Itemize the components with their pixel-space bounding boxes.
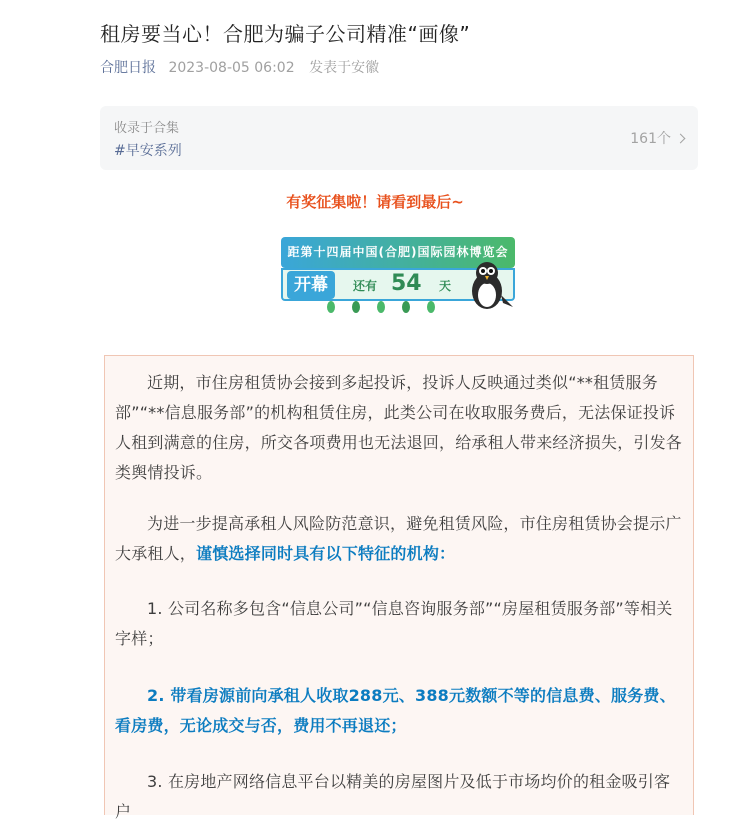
- article-meta: [100, 58, 379, 78]
- article-body: [104, 355, 694, 821]
- leaf-decoration-icon: [321, 299, 441, 315]
- paragraph-intro: 近期，市住房租赁协会接到多起投诉，投诉人反映通过类似“**租赁服务部”“**信息服务部”的机构租赁住房，此类公司在收取服务费后，无法保证投诉人租到满意的住房，所交各项费用也无法退回，给承租人带来经济损失，引发各类舆情投诉。: [115, 373, 683, 482]
- collection-card[interactable]: [100, 106, 698, 170]
- article-title: 租房要当心！合肥为骗子公司精准“画像”: [100, 22, 471, 46]
- author-link[interactable]: 合肥日报: [100, 60, 156, 76]
- chevron-right-icon: [676, 134, 686, 144]
- banner-headline: 距第十四届中国(合肥)国际园林博览会: [281, 237, 515, 268]
- collection-count[interactable]: [630, 128, 684, 148]
- paragraph-feature-1: 1. 公司名称多包含“信息公司”“信息咨询服务部”“房屋租赁服务部”等相关字样；: [115, 599, 673, 648]
- magpie-mascot-icon: [461, 255, 513, 315]
- banner-open-label: 开幕: [287, 271, 335, 299]
- collection-label: 收录于合集: [114, 121, 180, 136]
- collection-tag[interactable]: #早安系列: [114, 143, 182, 159]
- publish-location: 发表于安徽: [309, 60, 380, 76]
- feature-2-number: 2.: [147, 686, 171, 705]
- paragraph-advice: [105, 509, 695, 569]
- feature-2-highlight: 带看房源前向承租人收取288元、388元数额不等的信息费、服务费、看房费，无论成交与否，费用不再退还；: [115, 686, 676, 735]
- advice-highlight: 谨慎选择同时具有以下特征的机构：: [196, 544, 456, 563]
- paragraph-feature-2: [105, 681, 695, 741]
- collection-count-text: 161个: [630, 131, 671, 147]
- banner-days-count: 54: [391, 271, 422, 296]
- prize-notice: 有奖征集啦！请看到最后~: [286, 193, 464, 211]
- banner-days-unit: 天: [439, 279, 452, 293]
- paragraph-feature-3: 3. 在房地产网络信息平台以精美的房屋图片及低于市场均价的租金吸引客户: [115, 772, 671, 821]
- expo-countdown-banner: [281, 237, 515, 315]
- publish-time: 2023-08-05 06:02: [168, 60, 295, 76]
- advice-text: 为进一步提高承租人风险防范意识，避免租赁风险，市住房租赁协会提示广大承租人，: [115, 514, 682, 563]
- banner-remain-label: 还有: [353, 279, 378, 293]
